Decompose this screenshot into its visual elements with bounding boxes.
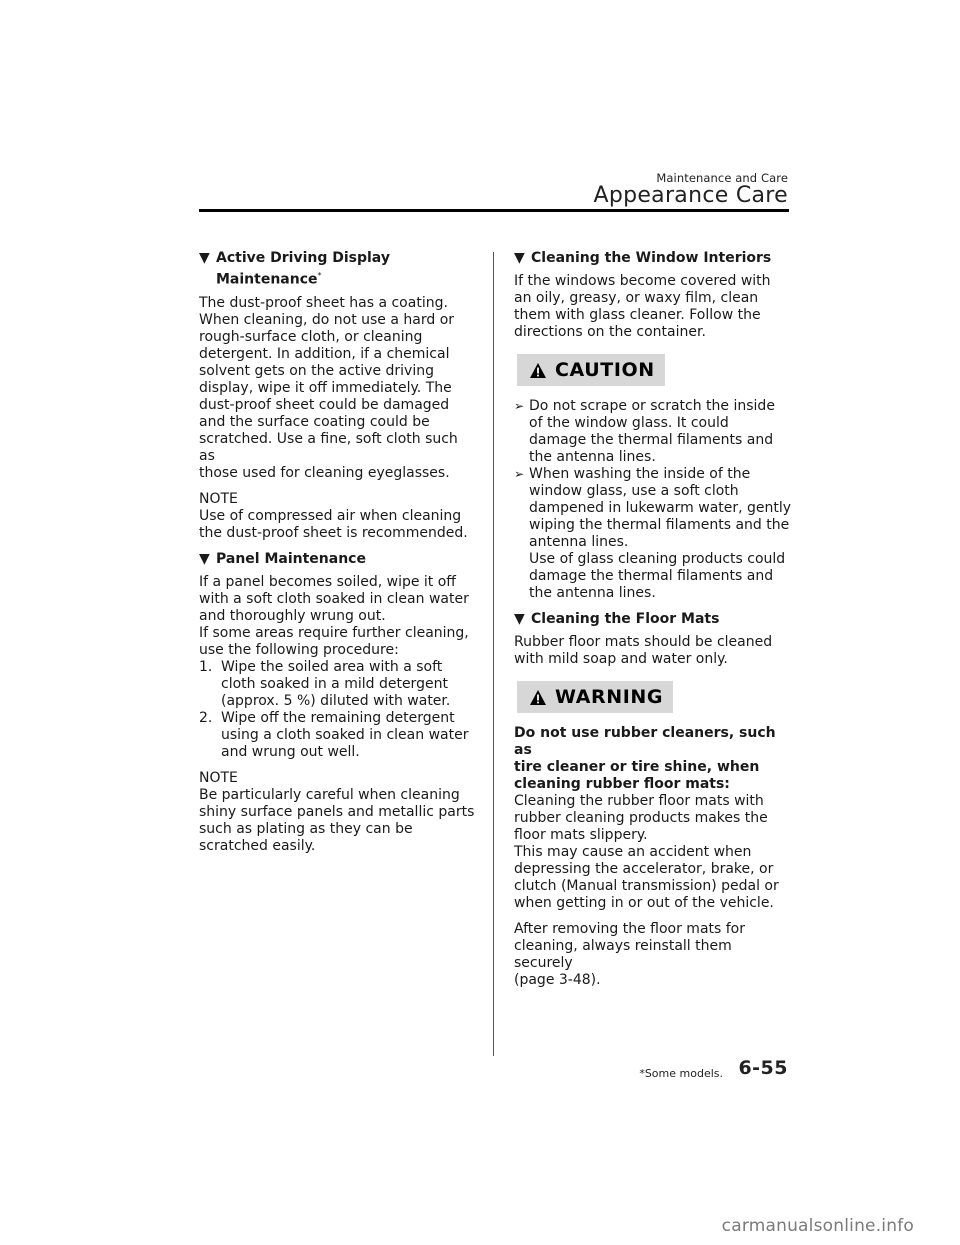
- panel-steps: [199, 659, 477, 761]
- page-header-title: Appearance Care: [593, 183, 788, 208]
- warning-triangle-icon: [529, 362, 547, 379]
- active-display-heading: [199, 250, 477, 289]
- floor-mats-body: Rubber floor mats should be cleaned with mild soap and water only.: [514, 634, 773, 667]
- list-item: ➢ Do not scrape or scratch the inside of the window glass. It could damage the thermal filaments and the antenna lines.: [514, 398, 775, 465]
- caution-label: CAUTION: [555, 358, 655, 381]
- section-marker-icon: ▼: [199, 550, 210, 567]
- caution-badge: [517, 354, 665, 386]
- some-models-note: *Some models.: [639, 1067, 723, 1080]
- site-watermark[interactable]: carmanualsonline.info: [721, 1216, 914, 1236]
- list-item: 2. Wipe off the remaining detergent using a cloth soaked in clean water and wrung out well.: [199, 709, 469, 760]
- left-column: [199, 250, 477, 864]
- panel-note: Be particularly careful when cleaning shiny surface panels and metallic parts such as plating as they can be scratched easily.: [199, 786, 475, 854]
- floor-mats-heading: [514, 611, 792, 628]
- windows-body: If the windows become covered with an oily, greasy, or waxy film, clean them with glass cleaner. Follow the directions on the container.: [514, 273, 771, 340]
- panel-heading: [199, 551, 477, 568]
- caution-list: [514, 398, 792, 602]
- bullet-arrow-icon: ➢: [514, 399, 525, 413]
- page-number: 6-55: [738, 1057, 788, 1079]
- right-column: [514, 250, 792, 998]
- section-marker-icon: ▼: [199, 250, 210, 266]
- header-rule: [199, 209, 789, 212]
- panel-intro: If a panel becomes soiled, wipe it off with a soft cloth soaked in clean water and thoroughly wrung out. If some areas require further cleaning, use the following procedure:: [199, 573, 469, 658]
- asterisk-mark: *: [317, 271, 322, 280]
- note-label: NOTE: [199, 490, 238, 507]
- warning-label: WARNING: [555, 685, 664, 708]
- warning-text: Cleaning the rubber floor mats with rubber cleaning products makes the floor mats slippery. This may cause an accident when depressing the accelerator, brake, or clutch (Manual transmission) pedal or when getting in or out of the vehicle.: [514, 793, 779, 911]
- section-marker-icon: ▼: [514, 611, 525, 627]
- floor-mats-heading-text: Cleaning the Floor Mats: [531, 611, 720, 627]
- list-item: 1. Wipe the soiled area with a soft cloth soaked in a mild detergent (approx. 5 %) diluted with water.: [199, 658, 451, 709]
- panel-heading-text: Panel Maintenance: [216, 550, 366, 567]
- warning-badge: [517, 681, 673, 713]
- windows-heading: [514, 250, 792, 267]
- section-marker-icon: ▼: [514, 250, 525, 266]
- note-label: NOTE: [199, 769, 238, 786]
- column-divider: [493, 252, 494, 1056]
- active-display-note: Use of compressed air when cleaning the dust-proof sheet is recommended.: [199, 507, 468, 541]
- windows-heading-text: Cleaning the Window Interiors: [531, 250, 772, 266]
- warning-bold-text: Do not use rubber cleaners, such as tire cleaner or tire shine, when cleaning rubber floor mats:: [514, 725, 776, 792]
- warning-triangle-icon: [529, 689, 547, 706]
- bullet-arrow-icon: ➢: [514, 467, 525, 481]
- floor-mats-after: After removing the floor mats for cleaning, always reinstall them securely (page 3-48).: [514, 921, 745, 988]
- list-item: ➢ When washing the inside of the window glass, use a soft cloth dampened in lukewarm water, gently wiping the thermal filaments and the antenna lines. Use of glass cleaning products could damage the thermal filaments and the antenna lines.: [514, 466, 792, 601]
- active-display-heading-text: Active Driving Display Maintenance: [216, 250, 390, 288]
- active-display-body: The dust-proof sheet has a coating. When cleaning, do not use a hard or rough-surface cloth, or cleaning detergent. In addition, if a chemical solvent gets on the active driving display, wipe it off immediately. The dust-proof sheet could be damaged and the surface coating could be scratched. Use a fine, soft cloth such as those used for cleaning eyeglasses.: [199, 294, 458, 481]
- page-header-section: Maintenance and Care: [656, 171, 788, 185]
